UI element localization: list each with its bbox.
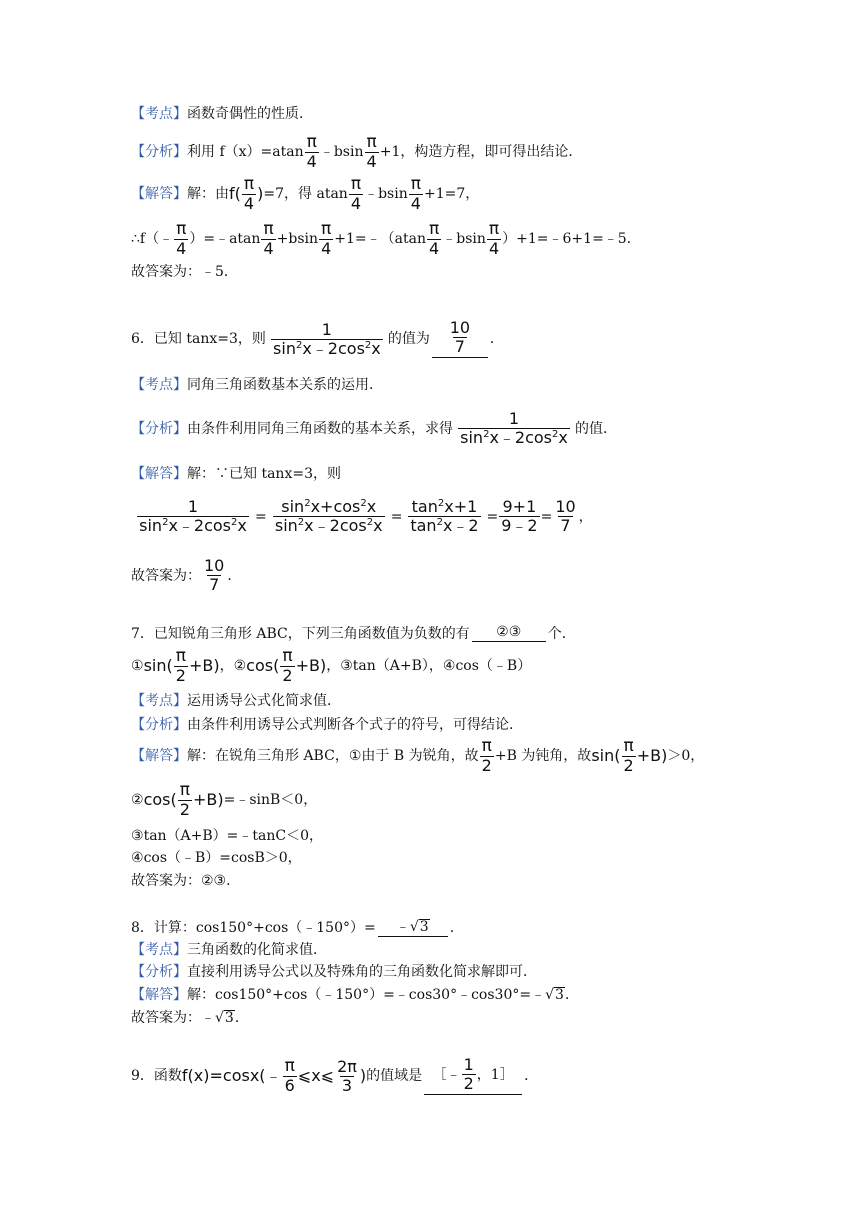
- q7-stem: 7．已知锐角三角形 ABC，下列三角函数值为负数的有 ②③ 个．: [131, 624, 576, 642]
- q5-jieda: 【解答】 解：由 f ( $\frac{\pi}{4}$ ) =7，得 atan $\frac{\pi}{4}$ ﹣bsin $\frac{\pi}{4}$ +1=7，: [131, 174, 480, 213]
- q7-line2: ② cos( $\frac{\pi}{2}$ +B) =﹣sinB＜0，: [131, 780, 318, 819]
- fraction-pi-over-4: $\frac{\pi}{4}$: [321, 219, 332, 258]
- kaodian-tag: 【考点】: [131, 693, 187, 709]
- kaodian-tag: 【考点】: [131, 377, 187, 393]
- q7-line4: ④ cos（﹣B）=cosB＞0，: [131, 850, 302, 866]
- fenxi-tag: 【分析】: [131, 420, 187, 437]
- q8-fenxi: 【分析】 直接利用诱导公式以及特殊角的三角函数化简求解即可．: [131, 964, 537, 980]
- jieda-tag: 【解答】: [131, 186, 187, 202]
- answer-blank: ②③: [472, 625, 546, 642]
- q5-answer: 故答案为：﹣5．: [131, 264, 238, 280]
- fenxi-tag: 【分析】: [131, 717, 187, 733]
- fraction-q6-expression: $\frac{1}{\sin^2x﹣2\cos^2x}$: [460, 409, 568, 447]
- q8-answer: 故答案为：﹣ √ 3 ．: [131, 1009, 249, 1026]
- fraction-pi-over-4: $\frac{\pi}{4}$: [263, 219, 274, 258]
- jieda-tag: 【解答】: [131, 986, 187, 1003]
- q7-fenxi: 【分析】 由条件利用诱导公式判断各个式子的符号，可得结论．: [131, 717, 523, 733]
- fraction-pi-over-4: $\frac{\pi}{4}$: [410, 174, 421, 213]
- q5-derivation: ∴f（﹣ $\frac{\pi}{4}$ ）=﹣atan $\frac{\pi}{4}$ +bsin $\frac{\pi}{4}$ +1=﹣（atan $\frac{\pi}{4}$ ﹣bsin $\frac{\pi}{4}$ ）+1=﹣6+1=﹣5．: [131, 219, 641, 258]
- fenxi-tag: 【分析】: [131, 964, 187, 980]
- q5-kaodian: 【考点】 函数奇偶性的性质．: [131, 106, 313, 122]
- sqrt-symbol: √ 3: [409, 919, 429, 935]
- jieda-tag: 【解答】: [131, 466, 187, 482]
- fraction-pi-over-4: $\frac{\pi}{4}$: [350, 174, 362, 213]
- q7-jieda: 【解答】 解：在锐角三角形 ABC， ① 由于 B 为锐角，故 $\frac{\pi}{2}$ +B 为钝角，故 sin( $\frac{\pi}{2}$ +B) ＞0，: [131, 736, 705, 775]
- sqrt-symbol: √ 3: [215, 1010, 234, 1026]
- kaodian-tag: 【考点】: [131, 106, 187, 122]
- q6-stem: 6．已知 tanx=3，则 $\frac{1}{\sin^2x﹣2\cos^2x}$ 的值为 $\frac{10}{7}$ ．: [131, 318, 504, 358]
- q7-options: ① sin( $\frac{\pi}{2}$ +B) ， ② cos( $\frac{\pi}{2}$ +B) ， ③ tan（A+B）， ④ cos（﹣B）: [131, 646, 532, 685]
- q7-kaodian: 【考点】 运用诱导公式化简求值．: [131, 693, 341, 709]
- kaodian-tag: 【考点】: [131, 942, 187, 958]
- fenxi-tag: 【分析】: [131, 144, 187, 160]
- fraction-pi-over-4: $\frac{\pi}{4}$: [366, 132, 377, 171]
- fraction-pi-over-4: $\frac{\pi}{4}$: [429, 219, 440, 258]
- q9-stem: 9．函数 f(x)=cosx(﹣ $\frac{\pi}{6}$ ⩽x⩽ $\frac{2\pi}{3}$ ) 的值域是 ［﹣ $\frac{1}{2}$ ，1］ ．: [131, 1055, 539, 1095]
- q5-fenxi: 【分析】 利用 f（x）=atan $\frac{\pi}{4}$ ﹣bsin $\frac{\pi}{4}$ +1，构造方程，即可得出结论．: [131, 132, 583, 171]
- q6-derivation: $\frac{1}{\sin^2x﹣2\cos^2x}$ = $\frac{\sin^2x+\cos^2x}{\sin^2x﹣2\cos^2x}$ = $\frac{\tan^2x+1}{\tan^2x﹣2}$ = $\frac{9+1}{9﹣2}$ = $\frac{10}{7}$ ，: [139, 497, 593, 535]
- q7-answer: 故答案为： ②③ ．: [131, 873, 241, 889]
- jieda-tag: 【解答】: [131, 748, 187, 764]
- q8-stem: 8．计算：cos150°+cos（﹣150°）= ﹣ √ 3 ．: [131, 918, 464, 936]
- fraction-q6-expression: $\frac{1}{\sin^2x﹣2\cos^2x}$: [273, 319, 381, 358]
- fraction-pi-over-4: $\frac{\pi}{4}$: [176, 219, 187, 258]
- q8-jieda: 【解答】 解：cos150°+cos（﹣150°）=﹣cos30°﹣cos30°= ﹣ √ 3 ．: [131, 986, 579, 1003]
- q6-answer: 故答案为： $\frac{10}{7}$ ．: [131, 556, 242, 594]
- q6-kaodian: 【考点】 同角三角函数基本关系的运用．: [131, 377, 383, 393]
- fraction-pi-over-4: $\frac{\pi}{4}$: [488, 219, 500, 258]
- fraction-pi-over-4: $\frac{\pi}{4}$: [306, 132, 317, 171]
- q6-jieda: 【解答】 解：∵已知 tanx=3，则: [131, 466, 341, 482]
- sqrt-symbol: √ 3: [545, 987, 564, 1003]
- q6-fenxi: 【分析】 由条件利用同角三角函数的基本关系，求得 $\frac{1}{\sin^2x﹣2\cos^2x}$ 的值．: [131, 409, 617, 447]
- q8-kaodian: 【考点】 三角函数的化简求值．: [131, 942, 327, 958]
- q7-line3: ③ tan（A+B）=﹣tanC＜0，: [131, 828, 324, 844]
- fraction-pi-over-4: $\frac{\pi}{4}$: [243, 174, 255, 213]
- answer-blank: $\frac{10}{7}$: [432, 320, 488, 358]
- answer-blank: ［﹣ $\frac{1}{2}$ ，1］: [424, 1057, 522, 1095]
- answer-blank: ﹣ √ 3: [378, 919, 448, 937]
